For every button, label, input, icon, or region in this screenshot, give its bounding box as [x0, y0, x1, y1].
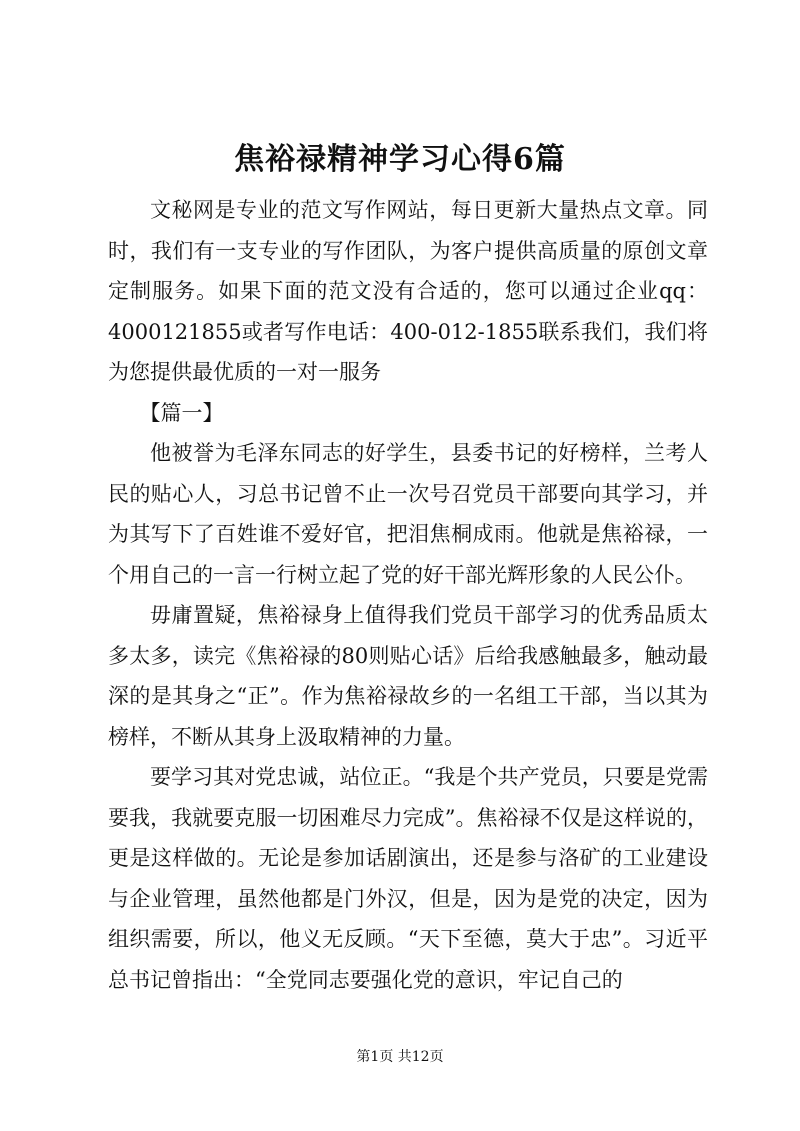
- page-number-footer: 第1页 共12页: [356, 1049, 444, 1065]
- page-title: 焦裕禄精神学习心得6篇: [234, 142, 566, 177]
- section-heading: 【篇一】: [139, 400, 224, 425]
- body-paragraph: 他被誉为毛泽东同志的好学生，县委书记的好榜样，兰考人民的贴心人，习总书记曾不止一次号召党员干部要向其学习，并为其写下了百姓谁不爱好官，把泪焦桐成雨。他就是焦裕禄，一个用自己的一言一行树立起了党的好干部光辉形象的人民公仆。: [108, 441, 708, 587]
- body-paragraph: 毋庸置疑，焦裕禄身上值得我们党员干部学习的优秀品质太多太多，读完《焦裕禄的80则贴心话》后给我感触最多，触动最深的是其身之“正”。作为焦裕禄故乡的一名组工干部，当以其为榜样，不断从其身上汲取精神的力量。: [108, 603, 708, 749]
- document-body: [108, 190, 708, 1000]
- body-paragraph: 要学习其对党忠诚，站位正。“我是个共产党员，只要是党需要我，我就要克服一切困难尽力完成”。焦裕禄不仅是这样说的，更是这样做的。无论是参加话剧演出，还是参与洛矿的工业建设与企业管理，虽然他都是门外汉，但是，因为是党的决定，因为组织需要，所以，他义无反顾。“天下至德，莫大于忠”。习近平总书记曾指出：“全党同志要强化党的意识，牢记自己的: [108, 765, 708, 992]
- intro-paragraph: 文秘网是专业的范文写作网站，每日更新大量热点文章。同时，我们有一支专业的写作团队，为客户提供高质量的原创文章定制服务。如果下面的范文没有合适的，您可以通过企业qq：4000121855或者写作电话：400-012-1855联系我们，我们将为您提供最优质的一对一服务: [108, 198, 708, 384]
